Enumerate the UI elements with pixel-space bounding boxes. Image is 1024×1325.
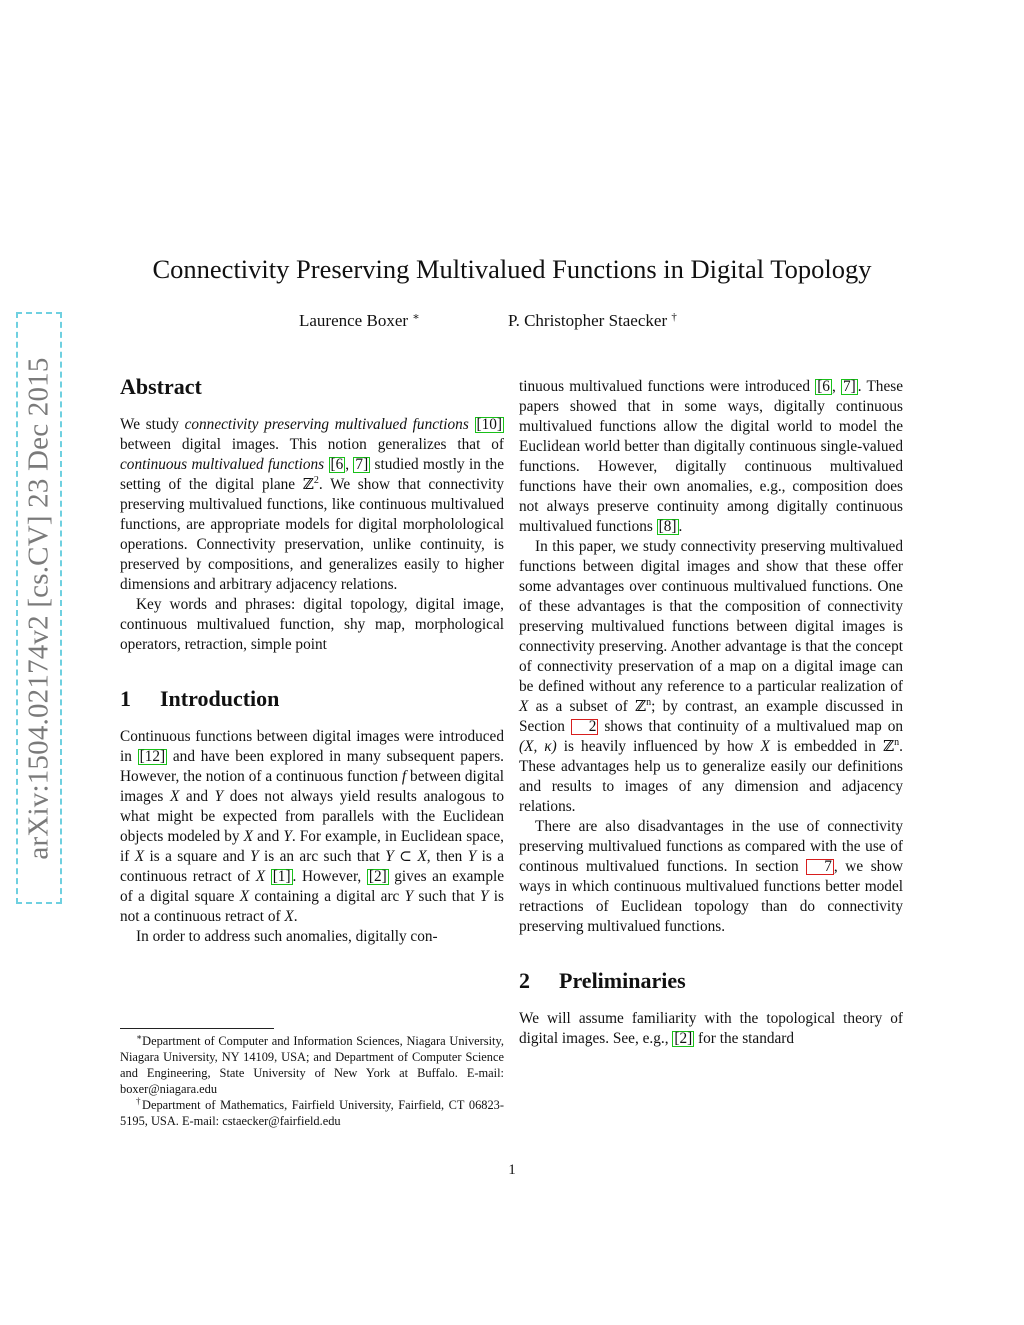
citation-link[interactable]: [6 — [817, 378, 830, 395]
footnote-mark[interactable]: † — [671, 311, 677, 323]
footnote-rule — [120, 1028, 274, 1029]
author-name: P. Christopher Staecker — [508, 311, 668, 330]
page-number: 1 — [508, 1162, 516, 1178]
footnote-mark[interactable]: ∗ — [412, 311, 420, 323]
section-link[interactable]: 2 — [571, 719, 599, 735]
footnote-2: †Department of Mathematics, Fairfield University, Fairfield, CT 06823-5195, USA. E-mail: cstaecker@fairfield.edu — [120, 1095, 504, 1128]
abstract-paragraph: We study connectivity preserving multivalued functions [10] between digital images. This notion generalizes that of continuous multivalued functions [6 , 7] studied mostly in the setting of the digital plane ℤ$^2$. We show that connectivity preserving multivalued functions, like continuous multivalued functions, are appropriate models for digital morpholological operations. Connectivity preservation, unlike continuity, is preserved by compositions, and generalizes easily to higher dimensions and arbitrary adjacency relations. — [120, 416, 504, 593]
arxiv-id: arXiv:1504.02174v2 [cs.CV] 23 Dec 2015 — [22, 356, 55, 860]
citation-link[interactable]: 7] — [355, 456, 369, 473]
author-boxer — [299, 310, 420, 332]
intro-paragraph-2-start: In order to address such anomalies, digitally con- — [136, 928, 438, 945]
intro-paragraph-1: Continuous functions between digital images were introduced in [12] and have been explored in many subsequent papers. However, the notion of a continuous function f between digital images X and Y does not always yield results analogous to what might be expected from parallels with the Euclidean objects modeled by X and Y. For example, in Euclidean space, if X is a square and Y is an arc such that Y ⊂ X, then Y is a continuous retract of X [1] . However, [2] gives an example of a digital square X containing a digital arc Y such that Y is not a continuous retract of X. — [120, 728, 505, 925]
author-staecker — [508, 310, 677, 332]
intro-paragraph-4: There are also disadvantages in the use of connectivity preserving multivalued functions as compared with the use of continous multivalued functions. In section 7 , we show ways in which continuous multivalued functions better model retractions of Euclidean topology than do connectivity preserving multivalued functions. — [519, 818, 903, 935]
citation-link[interactable]: [6 — [330, 456, 344, 473]
arxiv-stamp[interactable] — [16, 312, 62, 904]
footnotes — [120, 1033, 504, 1129]
citation-link[interactable]: 7] — [842, 378, 856, 395]
section-heading-preliminaries: 2 Preliminaries — [519, 968, 686, 993]
citation-link[interactable]: [2] — [674, 1030, 693, 1047]
intro-paragraph-3: In this paper, we study connectivity preserving multivalued functions between digital images and show that these offer some advantages over continuous multivalued functions. One of these advantages is that the composition of connectivity preserving multivalued functions between digital images is connectivity preserving. Another advantage is that the concept of connectivity preservation of a map on a digital image can be defined without any reference to a particular realization of X as a subset of ℤ$^n$; by contrast, an example discussed in Section 2 shows that continuity of a multivalued map on (X, κ) is heavily influenced by how X is embedded in ℤ$^n$. These advantages help us to generalize easily our definitions and results to images of any dimension and adjacency relations. — [519, 538, 903, 815]
citation-link[interactable]: [8] — [658, 518, 677, 535]
intro-paragraph-2-cont: tinuous multivalued functions were introduced [6 , 7] . These papers showed that in some ways, digitally continuous multivalued functions allow the digital world to model the Euclidean world better than digitally continuous single-valued functions. However, digitally continuous multivalued functions have their own anomalies, e.g., composition does not always preserve continuity among digitally continuous multivalued functions [8] . — [519, 378, 903, 535]
section-heading-introduction: 1 Introduction — [120, 686, 280, 711]
author-name: Laurence Boxer — [299, 311, 409, 330]
citation-link[interactable]: [2] — [368, 868, 387, 885]
abstract-heading: Abstract — [120, 374, 202, 399]
paper-title: Connectivity Preserving Multivalued Functions in Digital Topology — [152, 254, 872, 284]
left-column — [120, 373, 504, 947]
prelim-paragraph-1: We will assume familiarity with the topological theory of digital images. See, e.g., [2] for the standard — [519, 1010, 903, 1047]
right-column — [519, 377, 903, 1049]
footnote-1: ∗Department of Computer and Information Sciences, Niagara University, Niagara University, NY 14109, USA; and Department of Computer Science and Engineering, State University of New York at Buffalo. E-mail: boxer@niagara.edu — [120, 1031, 504, 1096]
citation-link[interactable]: [12] — [139, 748, 166, 765]
citation-link[interactable]: [10] — [476, 416, 502, 433]
keywords: Key words and phrases: digital topology, digital image, continuous multivalued function, shy map, morphological operators, retraction, simple point — [120, 596, 504, 653]
section-link[interactable]: 7 — [806, 859, 834, 875]
citation-link[interactable]: [1] — [272, 868, 291, 885]
